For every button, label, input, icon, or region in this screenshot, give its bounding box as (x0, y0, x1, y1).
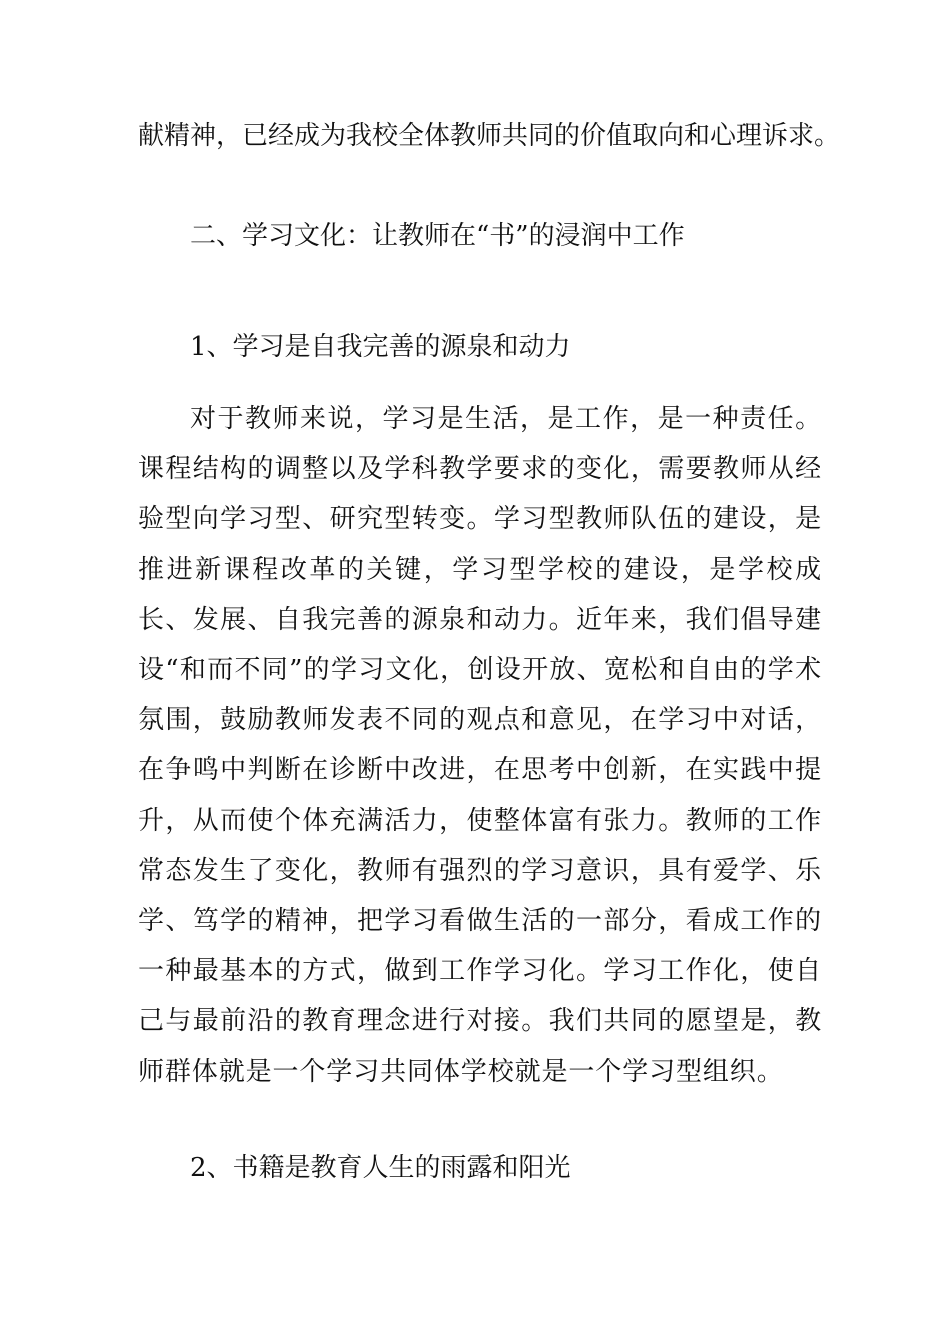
subheading-books: 2、书籍是教育人生的雨露和阳光 (190, 1153, 571, 1183)
subheading-learning: 1、学习是自我完善的源泉和动力 (190, 332, 571, 362)
section-heading: 二、学习文化：让教师在“书”的浸润中工作 (190, 221, 685, 251)
continuation-line: 献精神，已经成为我校全体教师共同的价值取向和心理诉求。 (138, 121, 841, 151)
paragraph-learning-culture: 对于教师来说，学习是生活，是工作，是一种责任。课程结构的调整以及学科教学要求的变化，需要教师从经验型向学习型、研究型转变。学习型教师队伍的建设，是推进新课程改革的关键，学习型学校的建设，是学校成长、发展、自我完善的源泉和动力。近年来，我们倡导建设“和而不同”的学习文化，创设开放、宽松和自由的学术氛围，鼓励教师发表不同的观点和意见，在学习中对话，在争鸣中判断在诊断中改进，在思考中创新，在实践中提升，从而使个体充满活力，使整体富有张力。教师的工作常态发生了变化，教师有强烈的学习意识，具有爱学、乐学、笃学的精神，把学习看做生活的一部分，看成工作的一种最基本的方式，做到工作学习化。学习工作化，使自己与最前沿的教育理念进行对接。我们共同的愿望是，教师群体就是一个学习共同体学校就是一个学习型组织。 (138, 404, 822, 1087)
